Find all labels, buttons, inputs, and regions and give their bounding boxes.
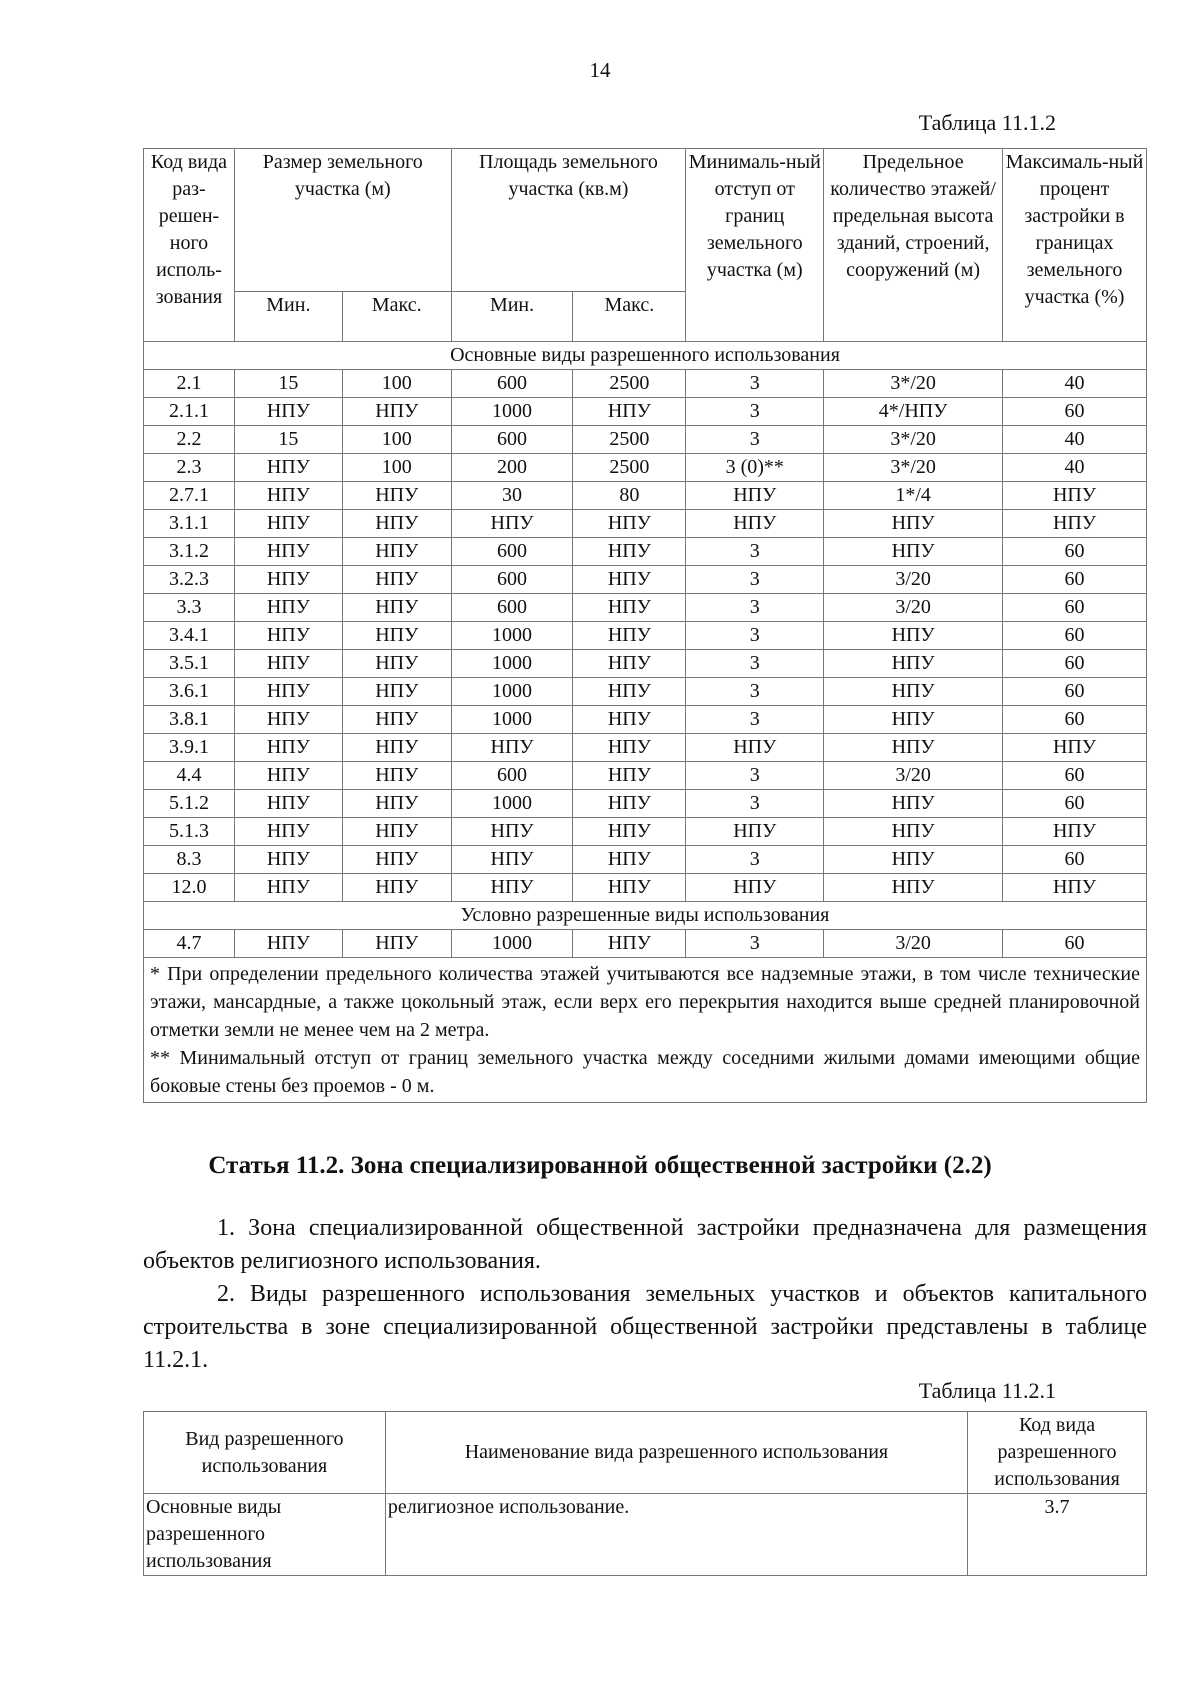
table-cell: НПУ bbox=[824, 650, 1003, 678]
table-row bbox=[144, 874, 1147, 902]
table-cell: 60 bbox=[1003, 538, 1147, 566]
table-cell: 60 bbox=[1003, 566, 1147, 594]
table-cell: НПУ bbox=[1003, 818, 1147, 846]
table-cell: 100 bbox=[342, 426, 451, 454]
table-row bbox=[144, 734, 1147, 762]
table-cell: 200 bbox=[451, 454, 573, 482]
table-cell: 600 bbox=[451, 594, 573, 622]
table-cell: НПУ bbox=[824, 734, 1003, 762]
table-row bbox=[144, 790, 1147, 818]
table-cell: 1000 bbox=[451, 650, 573, 678]
table-cell: 2.3 bbox=[144, 454, 235, 482]
table-cell: 3 bbox=[686, 762, 824, 790]
table-cell: НПУ bbox=[342, 706, 451, 734]
table-cell: НПУ bbox=[824, 706, 1003, 734]
table-cell: НПУ bbox=[234, 482, 342, 510]
table-cell: НПУ bbox=[573, 622, 686, 650]
table-cell: 3 bbox=[686, 650, 824, 678]
table-cell: 5.1.3 bbox=[144, 818, 235, 846]
t2-header-name: Наименование вида разрешенного использования bbox=[385, 1412, 967, 1494]
table-cell: НПУ bbox=[451, 874, 573, 902]
table-cell: НПУ bbox=[451, 510, 573, 538]
table-cell: 40 bbox=[1003, 370, 1147, 398]
table-cell: НПУ bbox=[234, 706, 342, 734]
table-cell: 3.1.1 bbox=[144, 510, 235, 538]
t2-cell-name: религиозное использование. bbox=[385, 1494, 967, 1576]
header-setback: Минималь-ный отступ от границ земельного участка (м) bbox=[686, 149, 824, 342]
table-cell: 3 bbox=[686, 930, 824, 958]
table-cell: НПУ bbox=[234, 790, 342, 818]
table-cell: 3 bbox=[686, 538, 824, 566]
table-cell: 3 bbox=[686, 594, 824, 622]
header-size-max: Макс. bbox=[342, 292, 451, 342]
table-cell: 40 bbox=[1003, 454, 1147, 482]
table-cell: НПУ bbox=[824, 678, 1003, 706]
table-cell: 8.3 bbox=[144, 846, 235, 874]
table-cell: НПУ bbox=[824, 510, 1003, 538]
table-cell: 3 bbox=[686, 678, 824, 706]
section-conditional: Условно разрешенные виды использования bbox=[144, 902, 1147, 930]
table-cell: НПУ bbox=[234, 566, 342, 594]
table-cell: НПУ bbox=[573, 398, 686, 426]
table-row bbox=[144, 818, 1147, 846]
table-cell: НПУ bbox=[342, 678, 451, 706]
table-cell: 4*/НПУ bbox=[824, 398, 1003, 426]
table-cell: НПУ bbox=[1003, 482, 1147, 510]
table-cell: НПУ bbox=[573, 678, 686, 706]
table-cell: 15 bbox=[234, 426, 342, 454]
table-cell: НПУ bbox=[342, 594, 451, 622]
table-cell: 3.3 bbox=[144, 594, 235, 622]
table-cell: НПУ bbox=[573, 734, 686, 762]
table-row bbox=[144, 846, 1147, 874]
table-cell: 3.6.1 bbox=[144, 678, 235, 706]
table-cell: НПУ bbox=[234, 510, 342, 538]
table-cell: НПУ bbox=[234, 762, 342, 790]
table-cell: НПУ bbox=[451, 818, 573, 846]
table-cell: НПУ bbox=[1003, 734, 1147, 762]
table-cell: НПУ bbox=[342, 874, 451, 902]
table-row bbox=[144, 482, 1147, 510]
table-cell: 100 bbox=[342, 454, 451, 482]
table-cell: НПУ bbox=[573, 874, 686, 902]
table-cell: НПУ bbox=[342, 734, 451, 762]
table2-caption: Таблица 11.2.1 bbox=[918, 1378, 1056, 1403]
table-cell: НПУ bbox=[573, 762, 686, 790]
table-cell: НПУ bbox=[573, 790, 686, 818]
table-cell: 1000 bbox=[451, 790, 573, 818]
table-cell: 3.5.1 bbox=[144, 650, 235, 678]
table-cell: 60 bbox=[1003, 650, 1147, 678]
table-cell: 3.1.2 bbox=[144, 538, 235, 566]
table-row bbox=[144, 510, 1147, 538]
table-cell: 2.7.1 bbox=[144, 482, 235, 510]
table-cell: 60 bbox=[1003, 846, 1147, 874]
table-cell: НПУ bbox=[824, 846, 1003, 874]
table-row bbox=[144, 398, 1147, 426]
table-cell: 2500 bbox=[573, 370, 686, 398]
table-cell: НПУ bbox=[573, 650, 686, 678]
table-cell: 3 bbox=[686, 622, 824, 650]
table-cell: НПУ bbox=[342, 622, 451, 650]
table-cell: НПУ bbox=[234, 538, 342, 566]
table-cell: 1000 bbox=[451, 678, 573, 706]
table-cell: 3 bbox=[686, 846, 824, 874]
table-cell: НПУ bbox=[573, 566, 686, 594]
table-cell: 5.1.2 bbox=[144, 790, 235, 818]
table-row bbox=[144, 762, 1147, 790]
table-cell: НПУ bbox=[234, 454, 342, 482]
header-size: Размер земельного участка (м) bbox=[234, 149, 451, 292]
note-floors: * При определении предельного количества этажей учитываются все надземные этажи, в том числе технические этажи, мансардные, а также цокольный этаж, если верх его перекрытия находится выше средней планировочной отметки земли не менее чем на 2 метра. bbox=[150, 963, 1140, 1041]
table-row bbox=[144, 650, 1147, 678]
table-cell: НПУ bbox=[824, 874, 1003, 902]
table-cell: 60 bbox=[1003, 930, 1147, 958]
table-cell: НПУ bbox=[234, 846, 342, 874]
table-cell: 1000 bbox=[451, 706, 573, 734]
header-code: Код вида раз-решен-ного исполь-зования bbox=[144, 149, 235, 342]
table-row bbox=[144, 370, 1147, 398]
table-cell: 2.1.1 bbox=[144, 398, 235, 426]
table-cell: НПУ bbox=[342, 566, 451, 594]
header-area-min: Мин. bbox=[451, 292, 573, 342]
table-cell: 3 (0)** bbox=[686, 454, 824, 482]
table-cell: 2500 bbox=[573, 454, 686, 482]
table-cell: 40 bbox=[1003, 426, 1147, 454]
table-cell: НПУ bbox=[342, 930, 451, 958]
table-row bbox=[144, 678, 1147, 706]
table-cell: НПУ bbox=[573, 818, 686, 846]
table-cell: НПУ bbox=[573, 510, 686, 538]
table-cell: НПУ bbox=[451, 846, 573, 874]
table-cell: НПУ bbox=[342, 818, 451, 846]
table-cell: 3/20 bbox=[824, 762, 1003, 790]
table-row bbox=[144, 594, 1147, 622]
table-cell: НПУ bbox=[824, 622, 1003, 650]
table-cell: 15 bbox=[234, 370, 342, 398]
table-cell: НПУ bbox=[573, 538, 686, 566]
table-cell: 600 bbox=[451, 762, 573, 790]
table-cell: 3/20 bbox=[824, 566, 1003, 594]
table-cell: 100 bbox=[342, 370, 451, 398]
table-cell: НПУ bbox=[686, 874, 824, 902]
table-cell: НПУ bbox=[342, 398, 451, 426]
table-cell: 3*/20 bbox=[824, 426, 1003, 454]
header-size-min: Мин. bbox=[234, 292, 342, 342]
table-notes bbox=[144, 958, 1147, 1103]
table-cell: НПУ bbox=[573, 706, 686, 734]
table-cell: 1000 bbox=[451, 930, 573, 958]
article-heading: Статья 11.2. Зона специализированной общественной застройки (2.2) bbox=[208, 1152, 992, 1179]
paragraph-1: 1. Зона специализированной общественной застройки предназначена для размещения объектов религиозного использования. bbox=[143, 1215, 1147, 1274]
table-row bbox=[144, 426, 1147, 454]
table-cell: НПУ bbox=[1003, 510, 1147, 538]
t2-cell-code: 3.7 bbox=[968, 1494, 1147, 1576]
table-row bbox=[144, 454, 1147, 482]
table-cell: 2500 bbox=[573, 426, 686, 454]
table-cell: 60 bbox=[1003, 762, 1147, 790]
zoning-parameters-table bbox=[143, 148, 1147, 1103]
table-cell: 3.8.1 bbox=[144, 706, 235, 734]
table-cell: НПУ bbox=[686, 734, 824, 762]
table-cell: НПУ bbox=[342, 482, 451, 510]
table-row bbox=[144, 622, 1147, 650]
t2-cell-kind: Основные виды разрешенного использования bbox=[144, 1494, 386, 1576]
table-cell: НПУ bbox=[234, 650, 342, 678]
table-cell: 60 bbox=[1003, 594, 1147, 622]
table-cell: НПУ bbox=[1003, 874, 1147, 902]
header-area-max: Макс. bbox=[573, 292, 686, 342]
table-cell: 3/20 bbox=[824, 594, 1003, 622]
note-setback: ** Минимальный отступ от границ земельного участка между соседними жилыми домами имеющими общие боковые стены без проемов - 0 м. bbox=[150, 1047, 1140, 1097]
table-cell: 2.2 bbox=[144, 426, 235, 454]
table-cell: 1*/4 bbox=[824, 482, 1003, 510]
table-row bbox=[144, 706, 1147, 734]
table-cell: 60 bbox=[1003, 706, 1147, 734]
table-cell: 2.1 bbox=[144, 370, 235, 398]
table-cell: 3 bbox=[686, 566, 824, 594]
table-cell: 3 bbox=[686, 426, 824, 454]
table-cell: 3/20 bbox=[824, 930, 1003, 958]
table-cell: 3 bbox=[686, 790, 824, 818]
table-cell: 3 bbox=[686, 706, 824, 734]
table-cell: НПУ bbox=[342, 650, 451, 678]
table-cell: 3.4.1 bbox=[144, 622, 235, 650]
table-caption: Таблица 11.1.2 bbox=[918, 110, 1056, 135]
section-main: Основные виды разрешенного использования bbox=[144, 342, 1147, 370]
paragraph-2: 2. Виды разрешенного использования земельных участков и объектов капитального строительства в зоне специализированной общественной застройки представлены в таблице 11.2.1. bbox=[143, 1281, 1147, 1373]
table-cell: 60 bbox=[1003, 398, 1147, 426]
table-cell: 600 bbox=[451, 370, 573, 398]
table-cell: НПУ bbox=[234, 874, 342, 902]
page-number: 14 bbox=[589, 58, 611, 82]
table-cell: НПУ bbox=[342, 790, 451, 818]
table-cell: 3 bbox=[686, 370, 824, 398]
table-cell: НПУ bbox=[342, 762, 451, 790]
header-coverage: Максималь-ный процент застройки в границах земельного участка (%) bbox=[1003, 149, 1147, 342]
table-cell: 600 bbox=[451, 566, 573, 594]
table-cell: НПУ bbox=[573, 846, 686, 874]
t2-header-kind: Вид разрешенного использования bbox=[144, 1412, 386, 1494]
t2-header-code: Код вида разрешенного использования bbox=[968, 1412, 1147, 1494]
table-row bbox=[144, 930, 1147, 958]
table-cell: 80 bbox=[573, 482, 686, 510]
table-cell: 600 bbox=[451, 426, 573, 454]
table-row bbox=[144, 538, 1147, 566]
table-cell: 3 bbox=[686, 398, 824, 426]
table-cell: НПУ bbox=[824, 818, 1003, 846]
table-cell: 4.7 bbox=[144, 930, 235, 958]
table-cell: НПУ bbox=[234, 594, 342, 622]
table-cell: НПУ bbox=[573, 594, 686, 622]
table-cell: НПУ bbox=[234, 930, 342, 958]
table-cell: НПУ bbox=[234, 398, 342, 426]
table-cell: НПУ bbox=[234, 622, 342, 650]
table-cell: НПУ bbox=[342, 846, 451, 874]
table-cell: НПУ bbox=[686, 482, 824, 510]
table-cell: НПУ bbox=[686, 510, 824, 538]
table-cell: НПУ bbox=[824, 538, 1003, 566]
table-cell: 3*/20 bbox=[824, 454, 1003, 482]
table-cell: НПУ bbox=[824, 790, 1003, 818]
table-cell: НПУ bbox=[342, 538, 451, 566]
table-cell: 4.4 bbox=[144, 762, 235, 790]
table-cell: НПУ bbox=[234, 818, 342, 846]
table-cell: НПУ bbox=[686, 818, 824, 846]
table-cell: 30 bbox=[451, 482, 573, 510]
table-cell: НПУ bbox=[573, 930, 686, 958]
header-area: Площадь земельного участка (кв.м) bbox=[451, 149, 686, 292]
table-row bbox=[144, 566, 1147, 594]
table-cell: 1000 bbox=[451, 622, 573, 650]
table-cell: 60 bbox=[1003, 622, 1147, 650]
table-cell: 60 bbox=[1003, 790, 1147, 818]
table-cell: 60 bbox=[1003, 678, 1147, 706]
table-cell: НПУ bbox=[234, 734, 342, 762]
table-cell: 3.2.3 bbox=[144, 566, 235, 594]
table-cell: 3*/20 bbox=[824, 370, 1003, 398]
table-cell: НПУ bbox=[342, 510, 451, 538]
permitted-use-table bbox=[143, 1411, 1147, 1576]
table-cell: НПУ bbox=[451, 734, 573, 762]
table-cell: НПУ bbox=[234, 678, 342, 706]
header-floors: Предельное количество этажей/ предельная высота зданий, строений, сооружений (м) bbox=[824, 149, 1003, 342]
table-cell: 600 bbox=[451, 538, 573, 566]
table-cell: 1000 bbox=[451, 398, 573, 426]
table-cell: 12.0 bbox=[144, 874, 235, 902]
table-cell: 3.9.1 bbox=[144, 734, 235, 762]
